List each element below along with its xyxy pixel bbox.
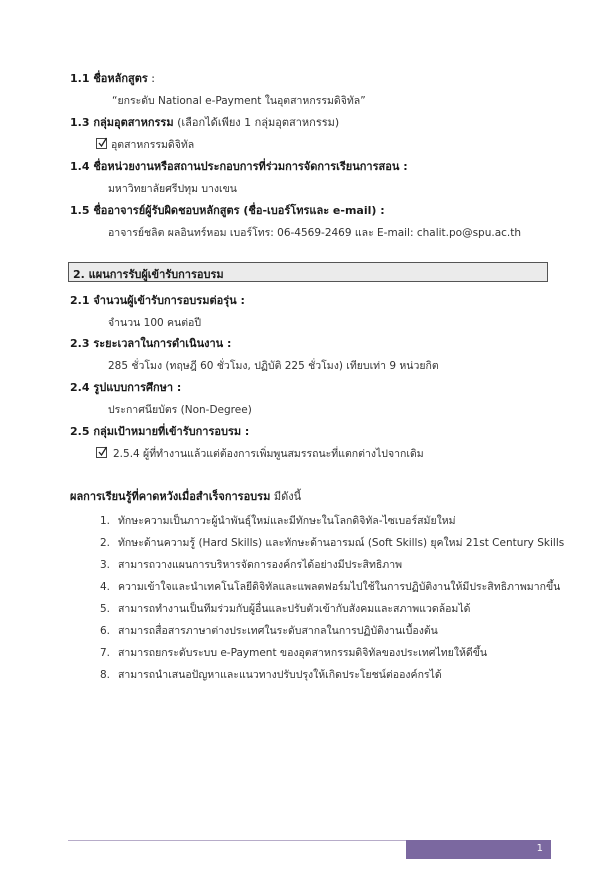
duration-value: 285 ชั่วโมง (ทฤษฎี 60 ชั่วโมง, ปฏิบัติ 225 ชั่วโมง) เทียบเท่า 9 หน่วยกิต	[108, 360, 439, 372]
section-2-4-heading: 2.4 รูปแบบการศึกษา :	[70, 381, 182, 394]
list-item: 2. ทักษะด้านความรู้ (Hard Skills) และทักษะด้านอารมณ์ (Soft Skills) ยุคใหม่ 21st Century Skills	[100, 537, 565, 549]
section-2-1-heading: 2.1 จำนวนผู้เข้ารับการอบรมต่อรุ่น :	[70, 294, 245, 307]
list-item: 3. สามารถวางแผนการบริหารจัดการองค์กรได้อย่างมีประสิทธิภาพ	[100, 559, 403, 571]
instructor-contact: อาจารย์ชลิต ผลอินทร์หอม เบอร์โทร: 06-4569-2469 และ E-mail: chalit.po@spu.ac.th	[108, 227, 522, 239]
list-item: 7. สามารถยกระดับระบบ e-Payment ของอุตสาหกรรมดิจิทัลของประเทศไทยให้ดีขึ้น	[100, 647, 488, 659]
section-1-4-heading: 1.4 ชื่อหน่วยงานหรือสถานประกอบการที่ร่วมการจัดการเรียนการสอน :	[70, 160, 408, 173]
section-1-1-heading	[70, 71, 155, 87]
target-group-option	[96, 446, 424, 462]
industry-option-label: อุตสาหกรรมดิจิทัล	[111, 139, 195, 151]
checkbox-checked-icon	[96, 447, 107, 458]
list-item: 1. ทักษะความเป็นภาวะผู้นำพันธุ์ใหม่และมีทักษะในโลกดิจิทัล-ไซเบอร์สมัยใหม่	[100, 515, 456, 527]
section-1-1-label: 1.1 ชื่อหลักสูตร	[70, 72, 148, 85]
outcomes-heading-suffix: มีดังนี้	[270, 490, 302, 503]
outcomes-heading-label: ผลการเรียนรู้ที่คาดหวังเมื่อสำเร็จการอบรม	[70, 490, 271, 503]
list-item: 4. ความเข้าใจและนำเทคโนโลยีดิจิทัลและแพลตฟอร์มไปใช้ในการปฏิบัติงานให้มีประสิทธิภาพมากขึ้น	[100, 581, 561, 593]
section-1-3-heading	[70, 115, 339, 131]
list-item: 8. สามารถนำเสนอปัญหาและแนวทางปรับปรุงให้เกิดประโยชน์ต่อองค์กรได้	[100, 669, 442, 681]
section-2-header-box	[68, 262, 548, 282]
section-1-1-colon: :	[147, 72, 156, 85]
section-2-title: 2. แผนการรับผู้เข้ารับการอบรม	[73, 268, 224, 281]
footer-divider	[68, 840, 406, 841]
section-1-5-heading: 1.5 ชื่ออาจารย์ผู้รับผิดชอบหลักสูตร (ชื่อ-เบอร์โทรและ e-mail) :	[70, 204, 385, 217]
industry-option	[96, 137, 194, 153]
section-2-3-heading: 2.3 ระยะเวลาในการดำเนินงาน :	[70, 337, 232, 350]
institution-name: มหาวิทยาลัยศรีปทุม บางเขน	[108, 183, 237, 195]
trainees-per-batch: จำนวน 100 คนต่อปี	[108, 317, 202, 329]
course-name: “ยกระดับ National e-Payment ในอุตสาหกรรมดิจิทัล”	[112, 95, 366, 107]
section-1-3-label: 1.3 กลุ่มอุตสาหกรรม	[70, 116, 174, 129]
checkbox-checked-icon	[96, 138, 107, 149]
section-1-3-note: (เลือกได้เพียง 1 กลุ่มอุตสาหกรรม)	[173, 116, 340, 129]
page-number: 1	[536, 843, 543, 854]
footer-page-bar	[406, 840, 551, 859]
outcomes-heading	[70, 489, 301, 505]
target-group-label: 2.5.4 ผู้ที่ทำงานแล้วแต่ต้องการเพิ่มพูนสมรรถนะที่แตกต่างไปจากเดิม	[113, 448, 424, 460]
list-item: 6. สามารถสื่อสารภาษาต่างประเทศในระดับสากลในการปฏิบัติงานเบื้องต้น	[100, 625, 438, 637]
study-format: ประกาศนียบัตร (Non-Degree)	[108, 404, 252, 416]
section-2-5-heading: 2.5 กลุ่มเป้าหมายที่เข้ารับการอบรม :	[70, 425, 250, 438]
list-item: 5. สามารถทำงานเป็นทีมร่วมกับผู้อื่นและปรับตัวเข้ากับสังคมและสภาพแวดล้อมได้	[100, 603, 471, 615]
